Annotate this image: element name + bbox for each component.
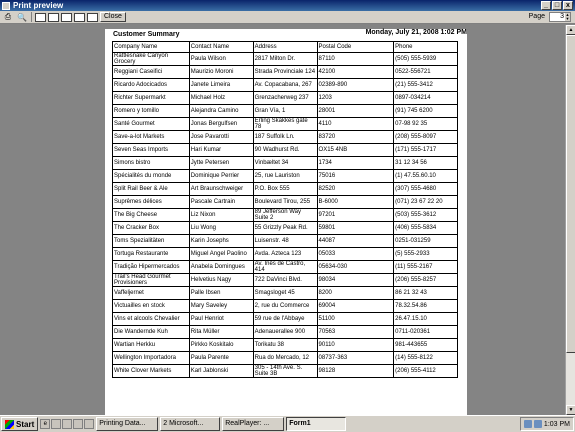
preview-toolbar xyxy=(0,11,575,24)
table-cell: Karl Jablonski xyxy=(189,365,253,378)
table-row xyxy=(113,105,458,118)
table-cell: (11) 555-2167 xyxy=(394,261,458,274)
page-number-value[interactable]: 3 xyxy=(560,13,564,20)
table-cell: Gran Vía, 1 xyxy=(253,105,317,118)
table-cell: (503) 555-3612 xyxy=(394,209,458,222)
table-cell: 83720 xyxy=(317,131,394,144)
table-cell: (307) 555-4680 xyxy=(394,183,458,196)
table-cell: Avda. Azteca 123 xyxy=(253,248,317,261)
table-cell: 87110 xyxy=(317,53,394,66)
table-row xyxy=(113,53,458,66)
table-row xyxy=(113,118,458,131)
table-cell: 82520 xyxy=(317,183,394,196)
table-cell: 722 DaVinci Blvd. xyxy=(253,274,317,287)
three-pages-icon[interactable] xyxy=(61,13,72,22)
table-cell: Die Wandernde Kuh xyxy=(113,326,190,339)
report-title: Customer Summary xyxy=(113,31,180,38)
table-cell: (206) 555-4112 xyxy=(394,365,458,378)
table-cell: Jytte Petersen xyxy=(189,157,253,170)
table-cell: Art Braunschweiger xyxy=(189,183,253,196)
table-cell: Vaffeljernet xyxy=(113,287,190,300)
table-cell: Richter Supermarkt xyxy=(113,92,190,105)
table-row xyxy=(113,248,458,261)
table-cell: Luisenstr. 48 xyxy=(253,235,317,248)
table-cell: 25, rue Lauriston xyxy=(253,170,317,183)
desktop-icon[interactable] xyxy=(51,419,61,429)
table-cell: Rattlesnake Canyon Grocery xyxy=(113,53,190,66)
table-cell: Suprêmes délices xyxy=(113,196,190,209)
report-page xyxy=(105,29,467,415)
table-cell: 981-443655 xyxy=(394,339,458,352)
table-cell: 26.47.15.10 xyxy=(394,313,458,326)
volume-icon[interactable] xyxy=(534,420,542,428)
table-cell: (171) 555-1717 xyxy=(394,144,458,157)
table-cell: Vins et alcools Chevalier xyxy=(113,313,190,326)
task-form1[interactable]: Form1 xyxy=(286,417,346,431)
table-cell: Tradição Hipermercados xyxy=(113,261,190,274)
table-cell: 2, rue du Commerce xyxy=(253,300,317,313)
table-cell: 44087 xyxy=(317,235,394,248)
task-realplayer[interactable]: RealPlayer: ... xyxy=(222,417,284,431)
customer-table xyxy=(112,41,458,378)
minimize-button[interactable]: _ xyxy=(541,1,551,10)
table-row xyxy=(113,79,458,92)
table-cell: 07-98 92 35 xyxy=(394,118,458,131)
vertical-scrollbar[interactable] xyxy=(565,25,575,415)
table-row xyxy=(113,287,458,300)
table-row xyxy=(113,339,458,352)
table-cell: (505) 555-5939 xyxy=(394,53,458,66)
table-cell: Trail's Head Gourmet Provisioners xyxy=(113,274,190,287)
table-cell: Boulevard Tirou, 255 xyxy=(253,196,317,209)
table-row xyxy=(113,144,458,157)
table-cell: Toms Spezialitäten xyxy=(113,235,190,248)
table-cell: 0897-034214 xyxy=(394,92,458,105)
table-cell: 70563 xyxy=(317,326,394,339)
table-cell: Wellington Importadora xyxy=(113,352,190,365)
table-cell: (206) 555-8257 xyxy=(394,274,458,287)
table-cell: Maurizio Moroni xyxy=(189,66,253,79)
table-cell: 0711-020361 xyxy=(394,326,458,339)
table-cell: Paula Parente xyxy=(189,352,253,365)
table-cell: 55 Grizzly Peak Rd. xyxy=(253,222,317,235)
table-cell: 51100 xyxy=(317,313,394,326)
column-header: Contact Name xyxy=(189,42,253,53)
table-row xyxy=(113,300,458,313)
table-row xyxy=(113,131,458,144)
ie-icon[interactable]: e xyxy=(40,419,50,429)
table-cell: Mary Saveley xyxy=(189,300,253,313)
table-row xyxy=(113,352,458,365)
start-button[interactable] xyxy=(1,417,38,431)
table-row xyxy=(113,235,458,248)
table-cell: Seven Seas Imports xyxy=(113,144,190,157)
folder-icon[interactable] xyxy=(62,419,72,429)
table-cell: Michael Holz xyxy=(189,92,253,105)
table-cell: Wartian Herkku xyxy=(113,339,190,352)
table-cell: Reggiani Caseifici xyxy=(113,66,190,79)
two-pages-icon[interactable] xyxy=(48,13,59,22)
table-cell: Miguel Angel Paolino xyxy=(189,248,253,261)
table-cell: Janete Limeira xyxy=(189,79,253,92)
table-cell: 1203 xyxy=(317,92,394,105)
table-cell: 97201 xyxy=(317,209,394,222)
table-row xyxy=(113,365,458,378)
table-row xyxy=(113,92,458,105)
media-icon[interactable] xyxy=(73,419,83,429)
table-cell: Save-a-lot Markets xyxy=(113,131,190,144)
table-row xyxy=(113,209,458,222)
table-cell: (071) 23 67 22 20 xyxy=(394,196,458,209)
print-icon[interactable]: ⎙ xyxy=(4,12,12,21)
table-cell: 31 12 34 56 xyxy=(394,157,458,170)
table-cell: Jonas Bergulfsen xyxy=(189,118,253,131)
clock: 1:03 PM xyxy=(543,420,570,428)
table-row xyxy=(113,326,458,339)
app-shortcut-icon[interactable] xyxy=(84,419,94,429)
scroll-down-icon[interactable]: ▼ xyxy=(566,405,575,415)
one-page-icon[interactable] xyxy=(35,13,46,22)
table-cell: 8200 xyxy=(317,287,394,300)
windows-logo-icon xyxy=(5,420,14,429)
table-cell: Dominique Perrier xyxy=(189,170,253,183)
table-cell: Helvetius Nagy xyxy=(189,274,253,287)
table-cell: (1) 47.55.60.10 xyxy=(394,170,458,183)
table-cell: 42100 xyxy=(317,66,394,79)
table-cell: The Big Cheese xyxy=(113,209,190,222)
table-cell: Hari Kumar xyxy=(189,144,253,157)
table-cell: Victuailles en stock xyxy=(113,300,190,313)
table-cell: OX15 4NB xyxy=(317,144,394,157)
table-cell: The Cracker Box xyxy=(113,222,190,235)
table-cell: Jose Pavarotti xyxy=(189,131,253,144)
table-cell: Spécialités du monde xyxy=(113,170,190,183)
table-cell: Rua do Mercado, 12 xyxy=(253,352,317,365)
table-cell: Vinbæltet 34 xyxy=(253,157,317,170)
report-date: Monday, July 21, 2008 1:02 PM xyxy=(365,29,467,36)
table-row xyxy=(113,196,458,209)
table-cell: Simons bistro xyxy=(113,157,190,170)
spinner-arrows-icon[interactable]: ▲ ▼ xyxy=(565,12,570,21)
table-cell: 89 Jefferson Way Suite 2 xyxy=(253,209,317,222)
table-cell: 90110 xyxy=(317,339,394,352)
table-cell: Adenauerallee 900 xyxy=(253,326,317,339)
table-cell: 98034 xyxy=(317,274,394,287)
table-cell: 187 Suffolk Ln. xyxy=(253,131,317,144)
table-cell: Strada Provinciale 124 xyxy=(253,66,317,79)
column-header: Postal Code xyxy=(317,42,394,53)
page-label: Page xyxy=(528,13,545,20)
table-cell: 59801 xyxy=(317,222,394,235)
table-cell: 90 Wadhurst Rd. xyxy=(253,144,317,157)
table-cell: (208) 555-8097 xyxy=(394,131,458,144)
table-cell: Liz Nixon xyxy=(189,209,253,222)
table-row xyxy=(113,261,458,274)
table-cell: Tortuga Restaurante xyxy=(113,248,190,261)
table-cell: 59 rue de l'Abbaye xyxy=(253,313,317,326)
table-row xyxy=(113,170,458,183)
table-cell: 08737-363 xyxy=(317,352,394,365)
table-cell: P.O. Box 555 xyxy=(253,183,317,196)
table-row xyxy=(113,222,458,235)
app-icon xyxy=(2,2,10,10)
table-cell: 1734 xyxy=(317,157,394,170)
table-cell: 69004 xyxy=(317,300,394,313)
table-cell: White Clover Markets xyxy=(113,365,190,378)
table-cell: Alejandra Camino xyxy=(189,105,253,118)
table-cell: 78.32.54.86 xyxy=(394,300,458,313)
table-cell: Av. Copacabana, 267 xyxy=(253,79,317,92)
table-cell: 4110 xyxy=(317,118,394,131)
column-header: Company Name xyxy=(113,42,190,53)
table-row xyxy=(113,274,458,287)
table-cell: 05634-030 xyxy=(317,261,394,274)
task-microsoft[interactable]: 2 Microsoft... xyxy=(160,417,220,431)
table-cell: Santé Gourmet xyxy=(113,118,190,131)
scroll-thumb[interactable] xyxy=(566,35,575,353)
toolbar-separator xyxy=(31,12,32,22)
page-number-spinner[interactable] xyxy=(549,12,571,22)
table-cell: 2817 Milton Dr. xyxy=(253,53,317,66)
six-pages-icon[interactable] xyxy=(87,13,98,22)
table-row xyxy=(113,157,458,170)
table-cell: 05033 xyxy=(317,248,394,261)
table-header-row xyxy=(113,42,458,53)
quick-launch xyxy=(40,419,94,429)
table-cell: Torikatu 38 xyxy=(253,339,317,352)
table-row xyxy=(113,66,458,79)
table-cell: Romero y tomillo xyxy=(113,105,190,118)
table-row xyxy=(113,183,458,196)
four-pages-icon[interactable] xyxy=(74,13,85,22)
table-cell: Av. Inês de Castro, 414 xyxy=(253,261,317,274)
scroll-up-icon[interactable]: ▲ xyxy=(566,25,575,35)
table-cell: Paula Wilson xyxy=(189,53,253,66)
table-cell: Grenzacherweg 237 xyxy=(253,92,317,105)
taskbar xyxy=(0,415,575,432)
table-cell: (5) 555-2933 xyxy=(394,248,458,261)
table-cell: Rita Müller xyxy=(189,326,253,339)
table-cell: (21) 555-3412 xyxy=(394,79,458,92)
preview-area xyxy=(0,25,575,415)
table-cell: Paul Henriot xyxy=(189,313,253,326)
table-cell: (406) 555-5834 xyxy=(394,222,458,235)
title-bar xyxy=(0,0,575,11)
table-cell: Split Rail Beer & Ale xyxy=(113,183,190,196)
table-cell: 75016 xyxy=(317,170,394,183)
column-header: Phone xyxy=(394,42,458,53)
table-cell: Smagsloget 45 xyxy=(253,287,317,300)
table-cell: Anabela Domingues xyxy=(189,261,253,274)
table-cell: Erling Skakkes gate 78 xyxy=(253,118,317,131)
table-row xyxy=(113,313,458,326)
close-preview-button[interactable]: Close xyxy=(100,12,126,22)
task-printing-data[interactable]: Printing Data... xyxy=(96,417,158,431)
zoom-icon[interactable]: 🔍 xyxy=(17,12,27,22)
table-cell: 02389-890 xyxy=(317,79,394,92)
table-cell: Palle Ibsen xyxy=(189,287,253,300)
table-cell: 28001 xyxy=(317,105,394,118)
start-label: Start xyxy=(16,419,35,429)
table-cell: Liu Wong xyxy=(189,222,253,235)
table-cell: 0522-556721 xyxy=(394,66,458,79)
table-cell: Pascale Cartrain xyxy=(189,196,253,209)
table-cell: B-6000 xyxy=(317,196,394,209)
table-cell: (14) 555-8122 xyxy=(394,352,458,365)
close-window-button[interactable]: x xyxy=(563,1,573,10)
table-cell: 98128 xyxy=(317,365,394,378)
table-cell: 0251-031259 xyxy=(394,235,458,248)
table-cell: Ricardo Adocicados xyxy=(113,79,190,92)
table-cell: Karin Josephs xyxy=(189,235,253,248)
column-header: Address xyxy=(253,42,317,53)
table-body xyxy=(113,53,458,378)
table-cell: Pirkko Koskitalo xyxy=(189,339,253,352)
system-tray xyxy=(520,417,574,431)
table-cell: 86 21 32 43 xyxy=(394,287,458,300)
table-cell: 305 - 14th Ave. S. Suite 3B xyxy=(253,365,317,378)
table-cell: (91) 745 6200 xyxy=(394,105,458,118)
window-title: Print preview xyxy=(13,1,64,10)
network-icon[interactable] xyxy=(524,420,532,428)
maximize-button[interactable]: □ xyxy=(552,1,562,10)
